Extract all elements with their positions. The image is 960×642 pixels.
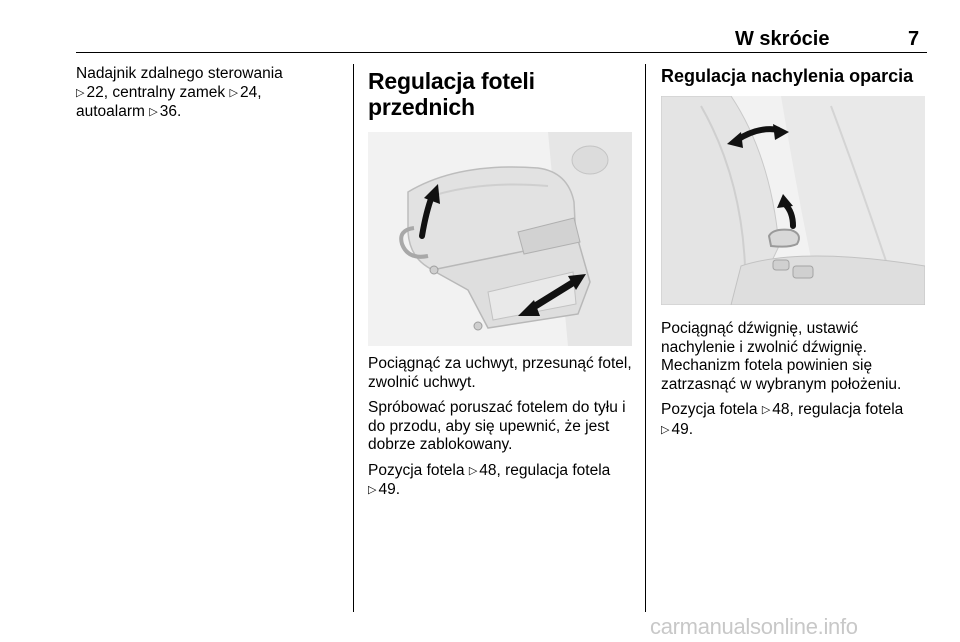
page-reference-icon: ▷ [149,106,158,118]
section-heading: Regulacja nachylenia oparcia [661,66,914,86]
page-reference-icon: ▷ [229,86,238,99]
reference-text: 49. [378,481,401,498]
header-rule [76,52,927,53]
page-reference-icon: ▷ [661,423,670,436]
instruction-paragraph: Pociągnąć za uchwyt, przesunąć fotel, zwolnić uchwyt. [368,355,632,391]
reference-text: 22, centralny zamek [86,83,226,101]
reference-text: 24, [239,83,262,101]
cross-reference-paragraph [661,401,929,440]
reference-text: 36. [159,103,182,120]
text-line: Nadajnik zdalnego sterowania [76,65,283,82]
watermark: carmanualsonline.info [650,614,858,639]
column-2-text [368,355,636,508]
reference-text: 48, regulacja fotela [479,461,611,479]
page-reference-icon: ▷ [761,404,771,416]
reference-text: 48, regulacja fotela [772,401,904,418]
reference-text: 49. [671,420,694,438]
seat-longitudinal-adjustment-illustration [368,132,632,346]
column-3 [661,65,929,87]
column-1 [76,65,344,123]
text-line: autoalarm [76,103,145,120]
page-header-title: W skrócie [735,28,830,50]
column-3-text [661,320,929,447]
page-reference-icon: ▷ [76,86,85,99]
instruction-paragraph: Spróbować poruszać fotelem do tyłu i do przodu, aby się upewnić, że jest dobrze zablokowany. [368,399,626,453]
cross-reference-paragraph [76,65,344,123]
seatback-recline-adjustment-illustration [661,96,925,305]
instruction-paragraph: Pociągnąć dźwignię, ustawić nachylenie i zwolnić dźwignię. Mechanizm fotela powinien się zatrzasnąć w wybranym położeniu. [661,320,902,393]
column-divider-right [645,64,646,612]
cross-reference-paragraph [368,462,636,501]
section-heading: Regulacja foteli przednich [368,68,535,120]
page-reference-icon: ▷ [368,484,377,496]
page-reference-icon: ▷ [468,464,478,477]
page-number: 7 [908,28,920,50]
reference-text: Pozycja fotela [661,401,758,418]
column-divider-left [353,64,354,612]
reference-text: Pozycja fotela [368,461,465,479]
